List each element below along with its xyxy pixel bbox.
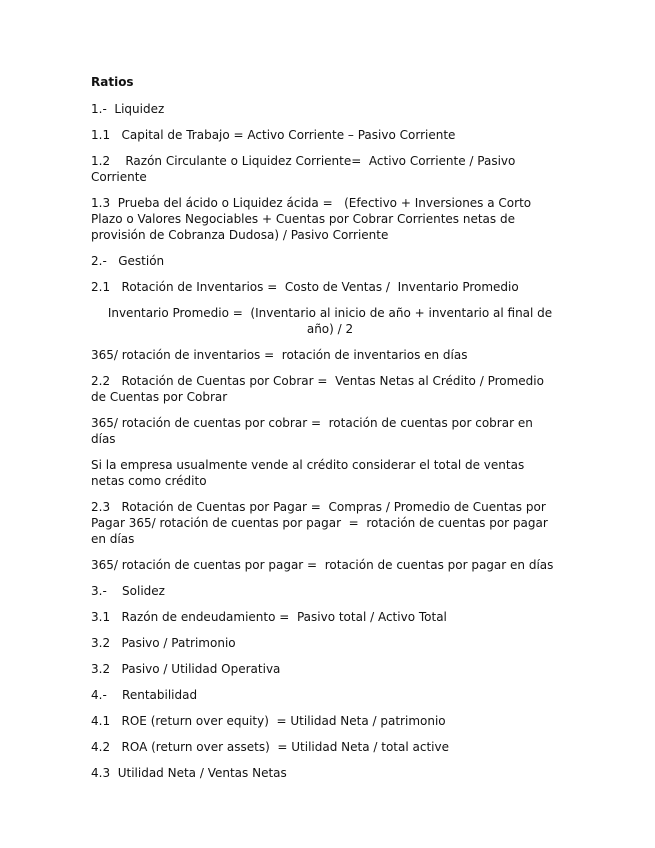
ratio-roe: 4.1 ROE (return over equity) = Utilidad Neta / patrimonio: [91, 714, 446, 728]
ratio-margen-neto: 4.3 Utilidad Neta / Ventas Netas: [91, 766, 287, 780]
section-heading-rentabilidad: 4.- Rentabilidad: [91, 688, 198, 702]
section-heading-liquidez: 1.- Liquidez: [91, 102, 165, 116]
ratio-pasivo-patrimonio: 3.2 Pasivo / Patrimonio: [91, 636, 236, 650]
note-dias-cuentas-pagar: 365/ rotación de cuentas por pagar = rotación de cuentas por pagar en días: [91, 558, 554, 572]
ratio-rotacion-cuentas-pagar: 2.3 Rotación de Cuentas por Pagar = Compras / Promedio de Cuentas por Pagar 365/ rotación de cuentas por pagar = rotación de cuentas por pagar en días: [91, 500, 552, 546]
formula-inventario-promedio: Inventario Promedio = (Inventario al inicio de año + inventario al final de año) / 2: [107, 306, 556, 336]
ratio-roa: 4.2 ROA (return over assets) = Utilidad Neta / total active: [91, 740, 449, 754]
ratio-rotacion-cuentas-cobrar: 2.2 Rotación de Cuentas por Cobrar = Ventas Netas al Crédito / Promedio de Cuentas por Cobrar: [91, 374, 548, 404]
section-heading-gestion: 2.- Gestión: [91, 254, 165, 268]
note-ventas-credito: Si la empresa usualmente vende al crédito considerar el total de ventas netas como crédito: [91, 458, 529, 488]
section-heading-solidez: 3.- Solidez: [91, 584, 165, 598]
ratio-pasivo-utilidad-operativa: 3.2 Pasivo / Utilidad Operativa: [91, 662, 281, 676]
ratio-prueba-acido: 1.3 Prueba del ácido o Liquidez ácida = (Efectivo + Inversiones a Corto Plazo o Valores Negociables + Cuentas por Cobrar Corrientes netas de provisión de Cobranza Dudosa) / Pasivo Corriente: [91, 196, 535, 242]
ratio-endeudamiento: 3.1 Razón de endeudamiento = Pasivo total / Activo Total: [91, 610, 447, 624]
note-dias-inventario: 365/ rotación de inventarios = rotación de inventarios en días: [91, 348, 468, 362]
ratio-razon-circulante: 1.2 Razón Circulante o Liquidez Corriente= Activo Corriente / Pasivo Corriente: [91, 154, 520, 184]
document-page: [91, 74, 561, 791]
ratio-rotacion-inventarios: 2.1 Rotación de Inventarios = Costo de Ventas / Inventario Promedio: [91, 280, 519, 294]
ratio-capital-de-trabajo: 1.1 Capital de Trabajo = Activo Corriente – Pasivo Corriente: [91, 128, 456, 142]
note-dias-cuentas-cobrar: 365/ rotación de cuentas por cobrar = rotación de cuentas por cobrar en días: [91, 416, 537, 446]
document-title: Ratios: [91, 75, 134, 89]
